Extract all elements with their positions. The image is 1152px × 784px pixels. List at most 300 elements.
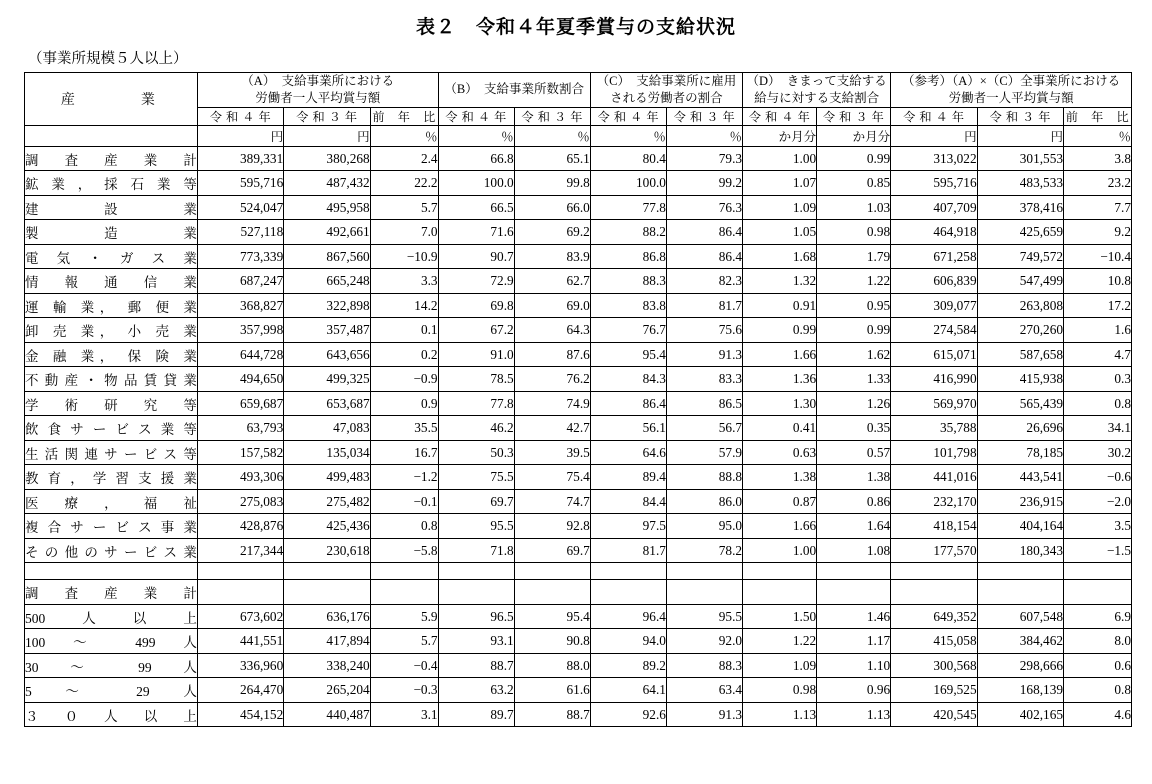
- cell-value: 440,487: [284, 702, 370, 727]
- cell-value: 384,462: [977, 629, 1063, 654]
- cell-empty: [817, 580, 891, 605]
- spacer-cell: [1064, 563, 1132, 580]
- cell-value: 0.85: [817, 171, 891, 196]
- cell-value: 75.6: [666, 318, 742, 343]
- row-label: 100 ～ 499 人: [25, 629, 198, 654]
- table-header: [25, 73, 1132, 147]
- cell-value: 0.63: [743, 440, 817, 465]
- cell-value: 464,918: [891, 220, 977, 245]
- cell-value: 338,240: [284, 653, 370, 678]
- cell-value: 35.5: [370, 416, 438, 441]
- header-group-row: [25, 73, 1132, 108]
- cell-value: 867,560: [284, 244, 370, 269]
- cell-value: 91.0: [438, 342, 514, 367]
- table-row: [25, 318, 1132, 343]
- cell-value: 1.36: [743, 367, 817, 392]
- cell-empty: [743, 580, 817, 605]
- cell-value: 75.5: [438, 465, 514, 490]
- cell-value: 72.9: [438, 269, 514, 294]
- cell-value: 56.7: [666, 416, 742, 441]
- cell-value: 87.6: [514, 342, 590, 367]
- row-label: 教育，学習支援業: [25, 465, 198, 490]
- cell-value: 402,165: [977, 702, 1063, 727]
- cell-value: 86.4: [666, 244, 742, 269]
- cell-value: 1.13: [817, 702, 891, 727]
- row-label: 飲食サービス業等: [25, 416, 198, 441]
- table-row: [25, 416, 1132, 441]
- cell-value: −0.4: [370, 653, 438, 678]
- header-year-5: 令 和 ４ 年: [590, 107, 666, 125]
- cell-value: 71.6: [438, 220, 514, 245]
- table-row: [25, 293, 1132, 318]
- cell-value: 84.4: [590, 489, 666, 514]
- bonus-payment-table: [24, 72, 1132, 727]
- header-group-c: （C） 支給事業所に雇用 される労働者の割合: [590, 73, 742, 108]
- table-row: [25, 465, 1132, 490]
- cell-value: 0.2: [370, 342, 438, 367]
- cell-value: 1.30: [743, 391, 817, 416]
- unit-6: ％: [666, 125, 742, 146]
- cell-empty: [197, 580, 283, 605]
- cell-value: 416,990: [891, 367, 977, 392]
- cell-value: 492,661: [284, 220, 370, 245]
- cell-value: 47,083: [284, 416, 370, 441]
- cell-value: 90.7: [438, 244, 514, 269]
- cell-value: 232,170: [891, 489, 977, 514]
- cell-value: 135,034: [284, 440, 370, 465]
- cell-value: 94.0: [590, 629, 666, 654]
- cell-value: 0.8: [1064, 678, 1132, 703]
- cell-value: 77.8: [438, 391, 514, 416]
- cell-value: 415,938: [977, 367, 1063, 392]
- cell-value: 547,499: [977, 269, 1063, 294]
- unit-8: か月分: [817, 125, 891, 146]
- cell-value: 5.7: [370, 195, 438, 220]
- cell-value: 99.8: [514, 171, 590, 196]
- cell-value: 1.03: [817, 195, 891, 220]
- cell-value: 1.68: [743, 244, 817, 269]
- cell-value: 659,687: [197, 391, 283, 416]
- spacer-cell: [197, 563, 283, 580]
- cell-value: 0.35: [817, 416, 891, 441]
- cell-value: 100.0: [590, 171, 666, 196]
- cell-value: 417,894: [284, 629, 370, 654]
- cell-value: 78.2: [666, 538, 742, 563]
- table-row: [25, 604, 1132, 629]
- table-row: [25, 653, 1132, 678]
- cell-value: −1.2: [370, 465, 438, 490]
- cell-value: 357,998: [197, 318, 283, 343]
- spacer-cell: [977, 563, 1063, 580]
- cell-value: 1.07: [743, 171, 817, 196]
- cell-value: 0.87: [743, 489, 817, 514]
- cell-value: 80.4: [590, 146, 666, 171]
- cell-value: 82.3: [666, 269, 742, 294]
- spacer-cell: [743, 563, 817, 580]
- spacer-cell: [590, 563, 666, 580]
- cell-value: 1.13: [743, 702, 817, 727]
- row-label: 不動産・物品賃貸業: [25, 367, 198, 392]
- cell-value: 95.4: [514, 604, 590, 629]
- cell-value: 1.09: [743, 195, 817, 220]
- cell-value: 1.22: [817, 269, 891, 294]
- cell-value: 84.3: [590, 367, 666, 392]
- cell-value: 3.5: [1064, 514, 1132, 539]
- row-label: 学 術 研 究 等: [25, 391, 198, 416]
- cell-value: 88.2: [590, 220, 666, 245]
- cell-value: 636,176: [284, 604, 370, 629]
- cell-value: 6.9: [1064, 604, 1132, 629]
- unit-4: ％: [514, 125, 590, 146]
- cell-value: −0.3: [370, 678, 438, 703]
- row-label: 医 療 ， 福 祉: [25, 489, 198, 514]
- cell-value: 14.2: [370, 293, 438, 318]
- table-body: [25, 146, 1132, 727]
- cell-value: 177,570: [891, 538, 977, 563]
- cell-value: 3.8: [1064, 146, 1132, 171]
- cell-value: 428,876: [197, 514, 283, 539]
- cell-value: 606,839: [891, 269, 977, 294]
- header-industry: 産 業: [25, 73, 198, 126]
- scope-note: （事業所規模５人以上）: [28, 51, 188, 67]
- cell-value: −2.0: [1064, 489, 1132, 514]
- cell-value: 2.4: [370, 146, 438, 171]
- cell-value: 10.8: [1064, 269, 1132, 294]
- cell-value: 86.5: [666, 391, 742, 416]
- cell-value: 1.46: [817, 604, 891, 629]
- header-unit-row: [25, 125, 1132, 146]
- row-label: 運 輸 業， 郵 便 業: [25, 293, 198, 318]
- cell-value: 91.3: [666, 702, 742, 727]
- row-label: 製 造 業: [25, 220, 198, 245]
- cell-value: 95.5: [438, 514, 514, 539]
- unit-7: か月分: [743, 125, 817, 146]
- cell-value: −0.6: [1064, 465, 1132, 490]
- cell-value: 99.2: [666, 171, 742, 196]
- cell-value: 96.5: [438, 604, 514, 629]
- table-row: [25, 678, 1132, 703]
- cell-empty: [514, 580, 590, 605]
- spacer-cell: [666, 563, 742, 580]
- cell-value: 0.96: [817, 678, 891, 703]
- cell-value: 1.33: [817, 367, 891, 392]
- unit-0: 円: [197, 125, 283, 146]
- unit-2: ％: [370, 125, 438, 146]
- cell-value: 74.9: [514, 391, 590, 416]
- cell-value: 1.00: [743, 538, 817, 563]
- cell-value: 1.62: [817, 342, 891, 367]
- cell-value: 313,022: [891, 146, 977, 171]
- header-year-7: 令 和 ４ 年: [743, 107, 817, 125]
- cell-value: 0.99: [743, 318, 817, 343]
- table-row: [25, 146, 1132, 171]
- header-group-ref: （参考）（A）×（C）全事業所における 労働者一人平均賞与額: [891, 73, 1132, 108]
- cell-value: 0.3: [1064, 367, 1132, 392]
- cell-value: 587,658: [977, 342, 1063, 367]
- cell-value: 69.0: [514, 293, 590, 318]
- cell-value: 101,798: [891, 440, 977, 465]
- spacer-row: [25, 563, 1132, 580]
- page-title: 表２ 令和４年夏季賞与の支給状況: [415, 17, 736, 38]
- spacer-cell: [25, 563, 198, 580]
- cell-value: 499,483: [284, 465, 370, 490]
- cell-value: 454,152: [197, 702, 283, 727]
- document-page: [0, 12, 1152, 784]
- cell-value: 1.32: [743, 269, 817, 294]
- size-section-label-row: [25, 580, 1132, 605]
- cell-value: 91.3: [666, 342, 742, 367]
- cell-empty: [590, 580, 666, 605]
- cell-value: 69.7: [514, 538, 590, 563]
- cell-value: 7.0: [370, 220, 438, 245]
- cell-value: 95.0: [666, 514, 742, 539]
- row-label: 電 気 ・ ガ ス 業: [25, 244, 198, 269]
- row-label: 30 ～ 99 人: [25, 653, 198, 678]
- cell-value: 1.66: [743, 514, 817, 539]
- cell-value: 524,047: [197, 195, 283, 220]
- cell-value: 441,551: [197, 629, 283, 654]
- cell-value: 66.0: [514, 195, 590, 220]
- cell-value: 65.1: [514, 146, 590, 171]
- row-label: ３ ０ 人 以 上: [25, 702, 198, 727]
- cell-value: 0.99: [817, 318, 891, 343]
- spacer-cell: [284, 563, 370, 580]
- cell-value: 97.5: [590, 514, 666, 539]
- cell-value: 415,058: [891, 629, 977, 654]
- row-label: 鉱業，採石業等: [25, 171, 198, 196]
- cell-value: 1.08: [817, 538, 891, 563]
- size-section-label: 調 査 産 業 計: [25, 580, 198, 605]
- cell-value: 86.4: [666, 220, 742, 245]
- cell-value: 78,185: [977, 440, 1063, 465]
- cell-value: 0.8: [370, 514, 438, 539]
- cell-value: 88.7: [514, 702, 590, 727]
- header-year-2: 前 年 比: [370, 107, 438, 125]
- table-row: [25, 440, 1132, 465]
- cell-value: 83.9: [514, 244, 590, 269]
- header-group-b: （B） 支給事業所数割合: [438, 73, 590, 108]
- table-row: [25, 367, 1132, 392]
- spacer-cell: [370, 563, 438, 580]
- table-row: [25, 629, 1132, 654]
- cell-value: 4.7: [1064, 342, 1132, 367]
- cell-value: 1.22: [743, 629, 817, 654]
- cell-value: 23.2: [1064, 171, 1132, 196]
- cell-value: 57.9: [666, 440, 742, 465]
- cell-value: 494,650: [197, 367, 283, 392]
- cell-value: 63,793: [197, 416, 283, 441]
- cell-value: 336,960: [197, 653, 283, 678]
- cell-value: 1.79: [817, 244, 891, 269]
- cell-value: 5.9: [370, 604, 438, 629]
- cell-value: 22.2: [370, 171, 438, 196]
- cell-value: −10.9: [370, 244, 438, 269]
- cell-value: 86.8: [590, 244, 666, 269]
- header-year-10: 令 和 ３ 年: [977, 107, 1063, 125]
- cell-value: 34.1: [1064, 416, 1132, 441]
- cell-value: 16.7: [370, 440, 438, 465]
- cell-value: 88.0: [514, 653, 590, 678]
- cell-value: 92.0: [666, 629, 742, 654]
- cell-value: 81.7: [590, 538, 666, 563]
- table-row: [25, 342, 1132, 367]
- cell-value: 671,258: [891, 244, 977, 269]
- cell-empty: [891, 580, 977, 605]
- unit-11: ％: [1064, 125, 1132, 146]
- cell-value: 0.98: [817, 220, 891, 245]
- cell-value: 69.2: [514, 220, 590, 245]
- cell-value: 368,827: [197, 293, 283, 318]
- cell-value: 483,533: [977, 171, 1063, 196]
- cell-value: 0.41: [743, 416, 817, 441]
- cell-value: 7.7: [1064, 195, 1132, 220]
- cell-value: 275,083: [197, 489, 283, 514]
- header-year-0: 令 和 ４ 年: [197, 107, 283, 125]
- cell-value: 46.2: [438, 416, 514, 441]
- cell-value: 69.8: [438, 293, 514, 318]
- cell-value: 443,541: [977, 465, 1063, 490]
- cell-value: 8.0: [1064, 629, 1132, 654]
- cell-value: 30.2: [1064, 440, 1132, 465]
- cell-value: 5.7: [370, 629, 438, 654]
- cell-empty: [370, 580, 438, 605]
- cell-value: 77.8: [590, 195, 666, 220]
- cell-value: 81.7: [666, 293, 742, 318]
- cell-value: 309,077: [891, 293, 977, 318]
- cell-value: 89.7: [438, 702, 514, 727]
- cell-value: 487,432: [284, 171, 370, 196]
- cell-value: 3.3: [370, 269, 438, 294]
- cell-value: 298,666: [977, 653, 1063, 678]
- cell-value: 264,470: [197, 678, 283, 703]
- header-year-9: 令 和 ４ 年: [891, 107, 977, 125]
- cell-value: 418,154: [891, 514, 977, 539]
- cell-value: 0.57: [817, 440, 891, 465]
- cell-value: 96.4: [590, 604, 666, 629]
- cell-value: 274,584: [891, 318, 977, 343]
- cell-value: 39.5: [514, 440, 590, 465]
- row-label: 建 設 業: [25, 195, 198, 220]
- cell-value: 86.4: [590, 391, 666, 416]
- cell-value: 499,325: [284, 367, 370, 392]
- cell-value: 75.4: [514, 465, 590, 490]
- table-row: [25, 702, 1132, 727]
- row-label: 500 人 以 上: [25, 604, 198, 629]
- cell-value: 78.5: [438, 367, 514, 392]
- cell-value: 42.7: [514, 416, 590, 441]
- cell-value: 83.8: [590, 293, 666, 318]
- cell-value: 168,139: [977, 678, 1063, 703]
- cell-value: 649,352: [891, 604, 977, 629]
- cell-value: 643,656: [284, 342, 370, 367]
- cell-value: 64.1: [590, 678, 666, 703]
- cell-value: 0.6: [1064, 653, 1132, 678]
- unit-3: ％: [438, 125, 514, 146]
- header-year-11: 前 年 比: [1064, 107, 1132, 125]
- cell-value: 1.26: [817, 391, 891, 416]
- unit-9: 円: [891, 125, 977, 146]
- cell-value: 35,788: [891, 416, 977, 441]
- cell-value: 92.6: [590, 702, 666, 727]
- cell-value: 3.1: [370, 702, 438, 727]
- cell-value: 63.4: [666, 678, 742, 703]
- cell-value: 404,164: [977, 514, 1063, 539]
- cell-value: 69.7: [438, 489, 514, 514]
- cell-value: 665,248: [284, 269, 370, 294]
- table-row: [25, 195, 1132, 220]
- cell-value: 270,260: [977, 318, 1063, 343]
- cell-empty: [438, 580, 514, 605]
- header-year-6: 令 和 ３ 年: [666, 107, 742, 125]
- cell-value: 380,268: [284, 146, 370, 171]
- cell-value: −0.1: [370, 489, 438, 514]
- cell-value: 263,808: [977, 293, 1063, 318]
- cell-value: 217,344: [197, 538, 283, 563]
- row-label: 卸 売 業， 小 売 業: [25, 318, 198, 343]
- unit-10: 円: [977, 125, 1063, 146]
- cell-value: 86.0: [666, 489, 742, 514]
- cell-value: 495,958: [284, 195, 370, 220]
- cell-value: 493,306: [197, 465, 283, 490]
- cell-value: 1.00: [743, 146, 817, 171]
- cell-value: 1.09: [743, 653, 817, 678]
- cell-value: 100.0: [438, 171, 514, 196]
- cell-value: 64.3: [514, 318, 590, 343]
- cell-value: 615,071: [891, 342, 977, 367]
- cell-value: 88.3: [666, 653, 742, 678]
- cell-empty: [284, 580, 370, 605]
- cell-value: 0.99: [817, 146, 891, 171]
- cell-value: 1.38: [743, 465, 817, 490]
- cell-value: 90.8: [514, 629, 590, 654]
- row-label: 5 ～ 29 人: [25, 678, 198, 703]
- table-row: [25, 514, 1132, 539]
- cell-value: 378,416: [977, 195, 1063, 220]
- cell-value: 569,970: [891, 391, 977, 416]
- cell-value: 89.4: [590, 465, 666, 490]
- cell-value: 1.05: [743, 220, 817, 245]
- table-row: [25, 171, 1132, 196]
- unit-5: ％: [590, 125, 666, 146]
- cell-value: 527,118: [197, 220, 283, 245]
- cell-value: 644,728: [197, 342, 283, 367]
- cell-value: 687,247: [197, 269, 283, 294]
- cell-value: 4.6: [1064, 702, 1132, 727]
- cell-value: 92.8: [514, 514, 590, 539]
- spacer-cell: [817, 563, 891, 580]
- row-label: 複合サービス事業: [25, 514, 198, 539]
- cell-value: 89.2: [590, 653, 666, 678]
- cell-value: 95.4: [590, 342, 666, 367]
- cell-value: 389,331: [197, 146, 283, 171]
- cell-value: 1.66: [743, 342, 817, 367]
- cell-value: 62.7: [514, 269, 590, 294]
- header-group-d: （D） きまって支給する 給与に対する支給割合: [743, 73, 891, 108]
- table-row: [25, 220, 1132, 245]
- unit-1: 円: [284, 125, 370, 146]
- cell-value: −1.5: [1064, 538, 1132, 563]
- cell-value: 425,659: [977, 220, 1063, 245]
- cell-value: 180,343: [977, 538, 1063, 563]
- spacer-cell: [514, 563, 590, 580]
- cell-value: 1.50: [743, 604, 817, 629]
- row-label: 金 融 業， 保 険 業: [25, 342, 198, 367]
- unit-blank: [25, 125, 198, 146]
- cell-value: 0.9: [370, 391, 438, 416]
- cell-value: 357,487: [284, 318, 370, 343]
- cell-value: 76.2: [514, 367, 590, 392]
- cell-value: 64.6: [590, 440, 666, 465]
